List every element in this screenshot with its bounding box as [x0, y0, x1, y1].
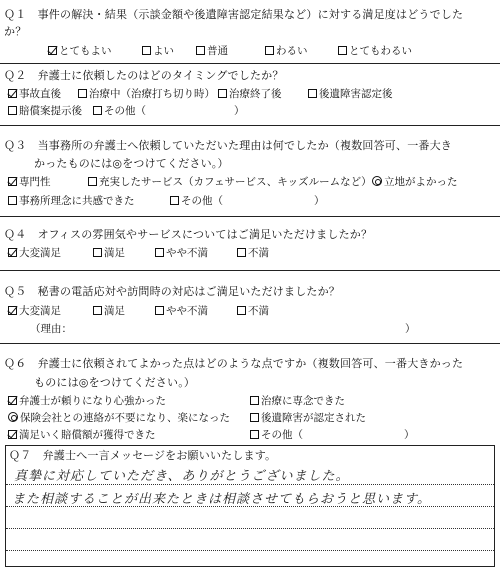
checkbox-checked[interactable] — [48, 46, 57, 55]
checkbox-checked[interactable] — [8, 89, 17, 98]
checkbox[interactable] — [8, 106, 17, 115]
checkbox-checked[interactable] — [8, 430, 17, 439]
section-divider — [0, 343, 500, 344]
checkbox[interactable] — [196, 46, 205, 55]
q4-option-somewhat-dissatisfied[interactable]: やや不満 — [155, 245, 208, 260]
q3-option-expertise[interactable]: 専門性 — [8, 174, 51, 189]
section-divider — [0, 63, 500, 64]
q3-question-continued: かったものには◎をつけてください。） — [34, 157, 229, 170]
checkbox-checked[interactable] — [8, 248, 17, 257]
q6-option-disability-certified[interactable]: 後遺障害が認定された — [250, 410, 366, 425]
memo-line — [6, 528, 494, 529]
q4-option-satisfied[interactable]: 満足 — [93, 245, 125, 260]
q3-option-location[interactable]: 立地がよかった — [372, 174, 458, 189]
q1-question-continued: か？ — [4, 25, 27, 38]
section-divider — [0, 125, 500, 126]
checkbox[interactable] — [218, 89, 227, 98]
q1-option-average[interactable]: 普通 — [196, 43, 228, 58]
checkbox[interactable] — [237, 306, 246, 315]
checkbox[interactable] — [155, 306, 164, 315]
q2-option-after-compensation-offer[interactable]: 賠償案提示後 — [8, 103, 82, 118]
q5-option-very-satisfied[interactable]: 大変満足 — [8, 303, 61, 318]
checkbox[interactable] — [308, 89, 317, 98]
q5-reason-label: （理由： — [30, 323, 72, 335]
q6-question: Ｑ６ 弁護士に依頼されてよかった点はどのような点ですか（複数回答可、一番大きかった — [4, 357, 464, 370]
q5-option-satisfied[interactable]: 満足 — [93, 303, 125, 318]
q1-option-very-bad[interactable]: とてもわるい — [338, 43, 412, 58]
q4-option-dissatisfied[interactable]: 不満 — [237, 245, 269, 260]
checkbox[interactable] — [250, 396, 259, 405]
checkbox-checked[interactable] — [8, 306, 17, 315]
q1-question: Ｑ１ 事件の解決・結果（示談金額や後遺障害認定結果など）に対する満足度はどうでした — [4, 8, 464, 21]
q3-option-philosophy[interactable]: 事務所理念に共感できた — [8, 193, 135, 208]
checkbox[interactable] — [338, 46, 347, 55]
checkbox[interactable] — [265, 46, 274, 55]
q5-option-somewhat-dissatisfied[interactable]: やや不満 — [155, 303, 208, 318]
section-divider — [0, 270, 500, 271]
q2-option-right-after-accident[interactable]: 事故直後 — [8, 86, 61, 101]
section-divider — [0, 216, 500, 217]
checkbox[interactable] — [78, 89, 87, 98]
q6-option-focus-treatment[interactable]: 治療に専念できた — [250, 393, 345, 408]
checkbox[interactable] — [155, 248, 164, 257]
q5-question: Ｑ５ 秘書の電話応対や訪問時の対応はご満足いただけましたか？ — [4, 285, 340, 298]
q1-option-good[interactable]: よい — [142, 43, 174, 58]
q2-question: Ｑ２ 弁護士に依頼したのはどのタイミングでしたか？ — [4, 69, 284, 82]
q2-option-during-treatment[interactable]: 治療中（治療打ち切り時） — [78, 86, 215, 101]
q6-other-close-paren: ） — [404, 429, 415, 441]
checkbox[interactable] — [237, 248, 246, 257]
checkbox-checked[interactable] — [8, 177, 17, 186]
q1-option-very-good[interactable]: とてもよい — [48, 43, 112, 58]
q7-handwritten-message-line2: また相談することが出来たときは相談させてもらおうと思います。 — [12, 492, 431, 507]
q1-option-bad[interactable]: わるい — [265, 43, 308, 58]
q2-option-after-disability-cert[interactable]: 後遺障害認定後 — [308, 86, 393, 101]
checkbox[interactable] — [250, 430, 259, 439]
q2-other-close-paren: ） — [234, 105, 245, 117]
q7-handwritten-message-line1: 真摯に対応していただき、ありがとうございました。 — [14, 469, 350, 484]
double-circle-mark-icon — [8, 412, 18, 422]
q7-question: Ｑ７ 弁護士へ一言メッセージをお願いいたします。 — [9, 449, 277, 462]
checkbox[interactable] — [250, 413, 259, 422]
q3-question: Ｑ３ 当事務所の弁護士へ依頼していただいた理由は何でしたか（複数回答可、一番大き — [4, 139, 452, 152]
q2-option-after-treatment[interactable]: 治療終了後 — [218, 86, 282, 101]
memo-line — [6, 484, 494, 485]
q3-option-other[interactable]: その他（ — [170, 193, 223, 208]
checkbox[interactable] — [93, 248, 102, 257]
checkbox[interactable] — [170, 196, 179, 205]
q2-option-other[interactable]: その他（ — [93, 103, 146, 118]
q3-other-close-paren: ） — [314, 195, 325, 207]
memo-line — [6, 550, 494, 551]
q6-option-other[interactable]: その他（ — [250, 427, 303, 442]
checkbox[interactable] — [93, 106, 102, 115]
q6-option-no-insurer-contact[interactable]: 保険会社との連絡が不要になり、楽になった — [8, 410, 230, 425]
q6-option-satisfactory-compensation[interactable]: 満足いく賠償額が獲得できた — [8, 427, 156, 442]
q3-option-services[interactable]: 充実したサービス（カフェサービス、キッズルームなど） — [88, 174, 372, 189]
checkbox[interactable] — [8, 196, 17, 205]
checkbox-checked[interactable] — [8, 396, 17, 405]
q6-option-reliable-lawyer[interactable]: 弁護士が頼りになり心強かった — [8, 393, 166, 408]
checkbox[interactable] — [142, 46, 151, 55]
checkbox[interactable] — [93, 306, 102, 315]
double-circle-mark-icon — [372, 176, 382, 186]
q5-option-dissatisfied[interactable]: 不満 — [237, 303, 269, 318]
q4-question: Ｑ４ オフィスの雰囲気やサービスについてはご満足いただけましたか？ — [4, 228, 373, 241]
q6-question-continued: ものには◎をつけてください。） — [34, 376, 196, 389]
q5-reason-close-paren: ） — [405, 323, 416, 335]
q4-option-very-satisfied[interactable]: 大変満足 — [8, 245, 61, 260]
checkbox[interactable] — [88, 177, 97, 186]
